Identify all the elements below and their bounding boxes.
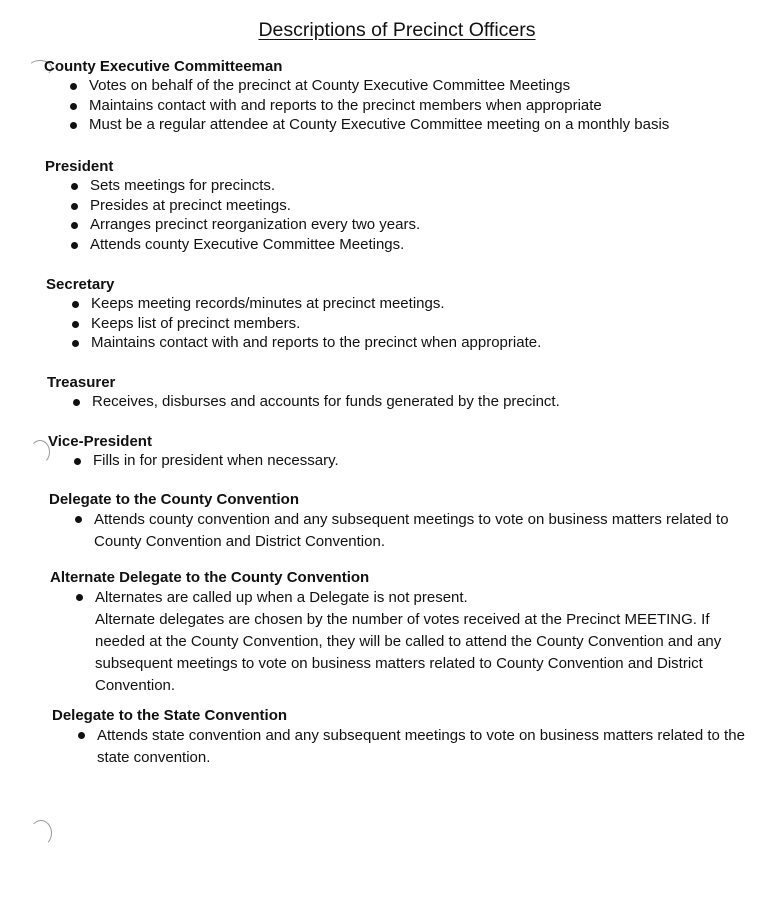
officer-section: [45, 157, 745, 254]
duty-item: [50, 587, 750, 697]
duty-item: [52, 725, 752, 769]
duty-list: [50, 587, 750, 697]
duty-text: Attends state convention and any subsequent meetings to vote on business matters related to the state convention.: [97, 727, 745, 766]
duty-text: Keeps list of precinct members.: [91, 314, 301, 332]
duty-list: [48, 451, 748, 471]
duty-text: Maintains contact with and reports to the precinct members when appropriate: [89, 96, 602, 114]
duty-list: [45, 176, 745, 254]
bullet-icon: [78, 732, 85, 739]
bullet-icon: [70, 103, 77, 110]
duty-text: Votes on behalf of the precinct at County Executive Committee Meetings: [89, 77, 571, 94]
bullet-icon: [70, 83, 77, 90]
bullet-icon: [72, 301, 79, 308]
officer-heading: Alternate Delegate to the County Convention: [50, 569, 370, 586]
officer-heading: Vice-President: [48, 433, 152, 450]
duty-item: [45, 235, 745, 255]
bullet-icon: [71, 203, 78, 210]
bullet-icon: [74, 458, 81, 465]
duty-item: [46, 333, 746, 353]
duty-list: [52, 725, 752, 769]
bullet-icon: [71, 222, 78, 229]
bullet-icon: [73, 399, 80, 406]
duty-text: Keeps meeting records/minutes at precinct meetings.: [91, 295, 445, 312]
officer-heading: Treasurer: [47, 374, 116, 391]
duty-item: [44, 76, 744, 96]
officer-section: [48, 432, 748, 471]
officer-heading: President: [45, 158, 114, 175]
bullet-icon: [72, 321, 79, 328]
officer-heading: Secretary: [46, 276, 115, 293]
bullet-icon: [70, 122, 77, 129]
duty-text: Attends county convention and any subsequent meetings to vote on business matters related to County Convention and District Convention.: [94, 511, 729, 550]
bullet-icon: [72, 340, 79, 347]
officer-heading: Delegate to the County Convention: [49, 491, 300, 508]
officer-section: [47, 373, 747, 412]
duty-item: [45, 215, 745, 235]
officer-heading: Delegate to the State Convention: [52, 707, 288, 724]
hole-punch-mark: [30, 820, 52, 846]
duty-text: Fills in for president when necessary.: [93, 452, 339, 469]
officer-heading: County Executive Committeeman: [44, 58, 283, 75]
page-title: Descriptions of Precinct Officers: [258, 19, 536, 41]
duty-text: Receives, disburses and accounts for funds generated by the precinct.: [92, 393, 560, 410]
officer-section: [50, 568, 750, 697]
duty-item: [44, 115, 744, 135]
duty-item: [45, 176, 745, 196]
duty-text: Arranges precinct reorganization every two years.: [90, 216, 421, 233]
officer-section: [44, 57, 744, 135]
duty-text: Attends county Executive Committee Meetings.: [90, 235, 405, 253]
duty-item: [49, 509, 749, 553]
duty-item: [48, 451, 748, 471]
bullet-icon: [75, 516, 82, 523]
duty-text: Alternates are called up when a Delegate is not present.: [95, 589, 468, 606]
officer-section: [52, 706, 752, 769]
duty-list: [47, 392, 747, 412]
bullet-icon: [71, 183, 78, 190]
duty-item: [47, 392, 747, 412]
duty-text: Sets meetings for precincts.: [90, 177, 276, 194]
bullet-icon: [71, 242, 78, 249]
duty-list: [46, 294, 746, 353]
hole-punch-mark: [30, 440, 50, 464]
officer-section: [49, 490, 749, 553]
duty-list: [49, 509, 749, 553]
duty-text: Maintains contact with and reports to the precinct when appropriate.: [91, 334, 542, 351]
officer-section: [46, 275, 746, 353]
bullet-icon: [76, 594, 83, 601]
duty-text: Presides at precinct meetings.: [90, 196, 291, 214]
duty-item: [45, 196, 745, 216]
duty-item: [46, 294, 746, 314]
duty-list: [44, 76, 744, 135]
duty-item: [46, 314, 746, 334]
duty-continuation: Alternate delegates are chosen by the number of votes received at the Precinct MEETING. If needed at the County Convention, they will be called to attend the County Convention and any subsequent meetings to vote on business matters related to County Convention and District Convention.: [95, 611, 722, 694]
duty-text: Must be a regular attendee at County Executive Committee meeting on a monthly basis: [89, 116, 670, 133]
duty-item: [44, 96, 744, 116]
